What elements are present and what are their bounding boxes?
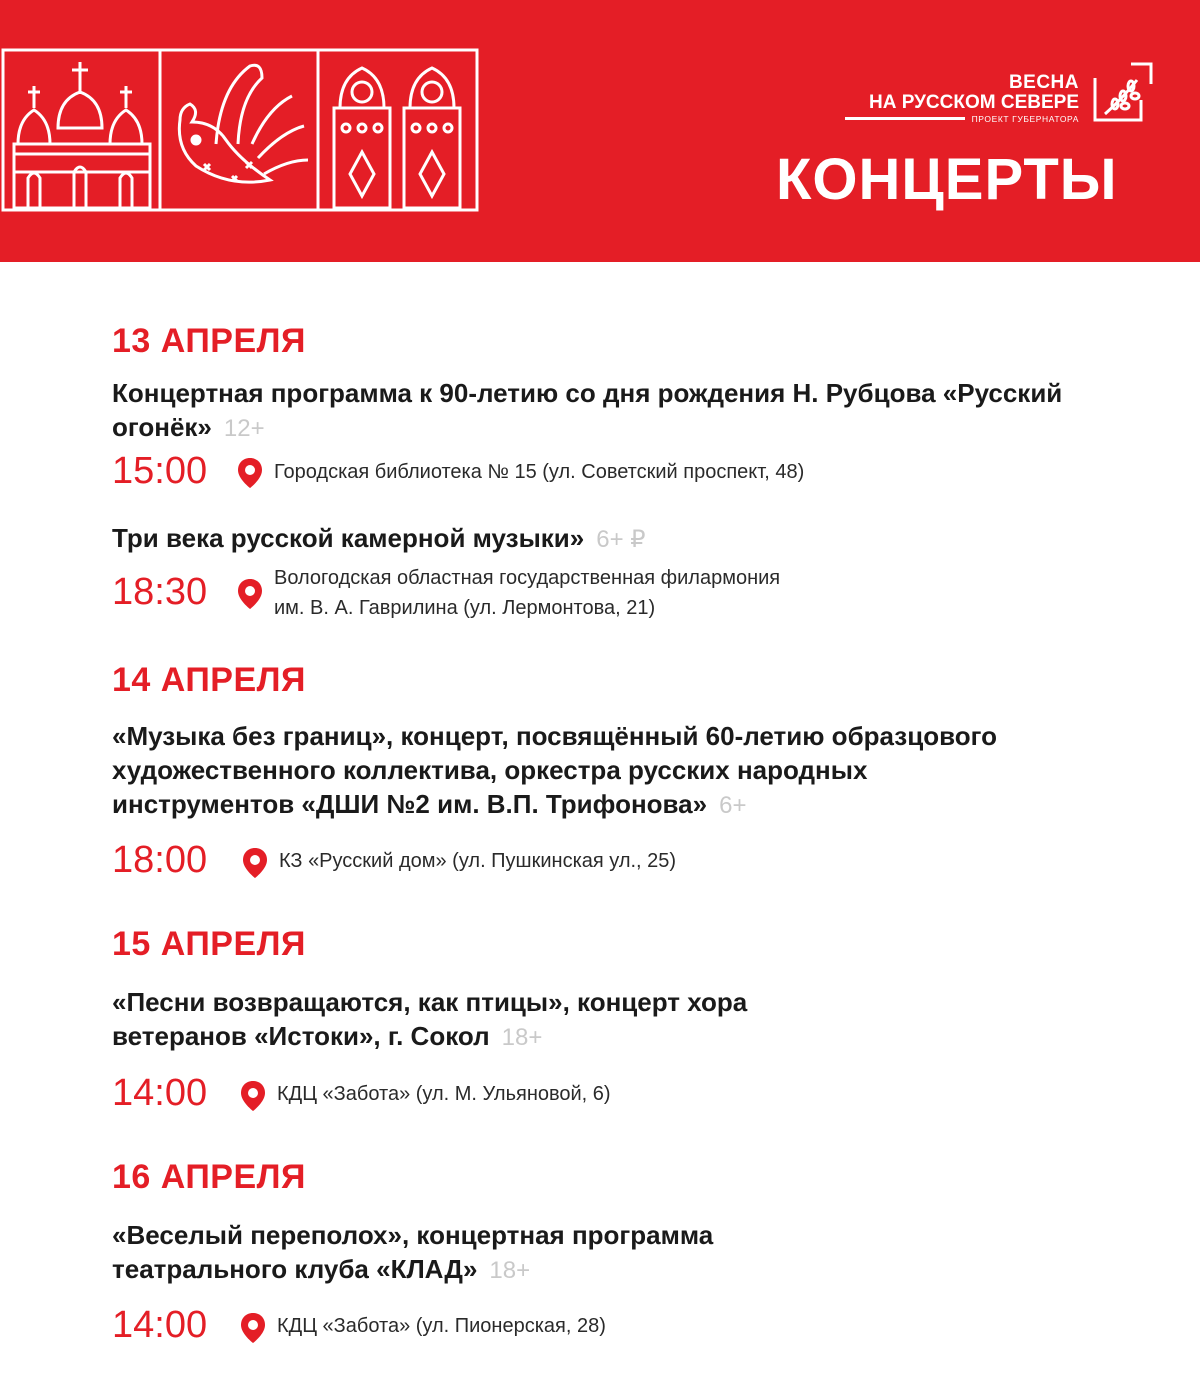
brand-rule <box>845 117 965 120</box>
location-pin-icon <box>242 847 268 879</box>
date-heading: 15 АПРЕЛЯ <box>112 925 306 963</box>
age-rating: 18+ <box>489 1257 531 1284</box>
willow-branch-icon <box>1091 60 1155 124</box>
location-pin-icon <box>240 1312 266 1344</box>
event-title <box>112 719 1012 823</box>
event-title <box>112 1218 812 1288</box>
brand-subtitle: ПРОЕКТ ГУБЕРНАТОРА <box>971 114 1079 124</box>
event-title <box>112 376 1092 446</box>
event-time: 14:00 <box>112 1072 208 1114</box>
event-time: 18:00 <box>112 839 208 881</box>
event-venue-line: Вологодская областная государственная филармония <box>274 567 781 589</box>
age-rating: 12+ <box>223 415 265 442</box>
date-heading: 16 АПРЕЛЯ <box>112 1158 306 1196</box>
event-time: 18:30 <box>112 571 208 613</box>
date-heading: 14 АПРЕЛЯ <box>112 661 306 699</box>
event-venue: КДЦ «Забота» (ул. Пионерская, 28) <box>277 1315 606 1337</box>
event-venue-line: им. В. А. Гаврилина (ул. Лермонтова, 21) <box>274 597 656 619</box>
event-title-text: «Песни возвращаются, как птицы», концерт хора ветеранов «Истоки», г. Сокол <box>112 987 748 1051</box>
event-venue: Городская библиотека № 15 (ул. Советский проспект, 48) <box>274 461 805 483</box>
event-time: 15:00 <box>112 450 208 492</box>
event-title-text: «Веселый переполох», концертная программа театрального клуба «КЛАД» <box>112 1220 714 1284</box>
date-heading: 13 АПРЕЛЯ <box>112 322 306 360</box>
event-title-text: «Музыка без границ», концерт, посвящённый 60-летию образцового художественного коллектива, оркестра русских народных инструментов «ДШИ №2 им. В.П. Трифонова» <box>112 721 997 819</box>
age-rating: 6+ ₽ <box>596 526 646 553</box>
brand-line2: НА РУССКОМ СЕВЕРЕ <box>868 92 1079 113</box>
age-rating: 18+ <box>501 1024 543 1051</box>
event-venue: КЗ «Русский дом» (ул. Пушкинская ул., 25) <box>279 850 677 872</box>
page-title: КОНЦЕРТЫ <box>776 147 1118 212</box>
age-rating: 6+ <box>719 792 747 819</box>
folk-ornament-icon <box>0 48 480 212</box>
header-banner <box>0 0 1200 262</box>
location-pin-icon <box>237 457 263 489</box>
brand-line1: ВЕСНА <box>1008 72 1079 93</box>
brand-logo <box>845 60 1155 130</box>
location-pin-icon <box>240 1080 266 1112</box>
event-title-text: Концертная программа к 90-летию со дня рождения Н. Рубцова «Русский огонёк» <box>112 378 1063 442</box>
event-title <box>112 521 1092 557</box>
location-pin-icon <box>237 578 263 610</box>
event-title <box>112 985 852 1055</box>
event-time: 14:00 <box>112 1304 208 1346</box>
event-title-text: Три века русской камерной музыки» <box>112 523 585 553</box>
event-venue: КДЦ «Забота» (ул. М. Ульяновой, 6) <box>277 1083 611 1105</box>
